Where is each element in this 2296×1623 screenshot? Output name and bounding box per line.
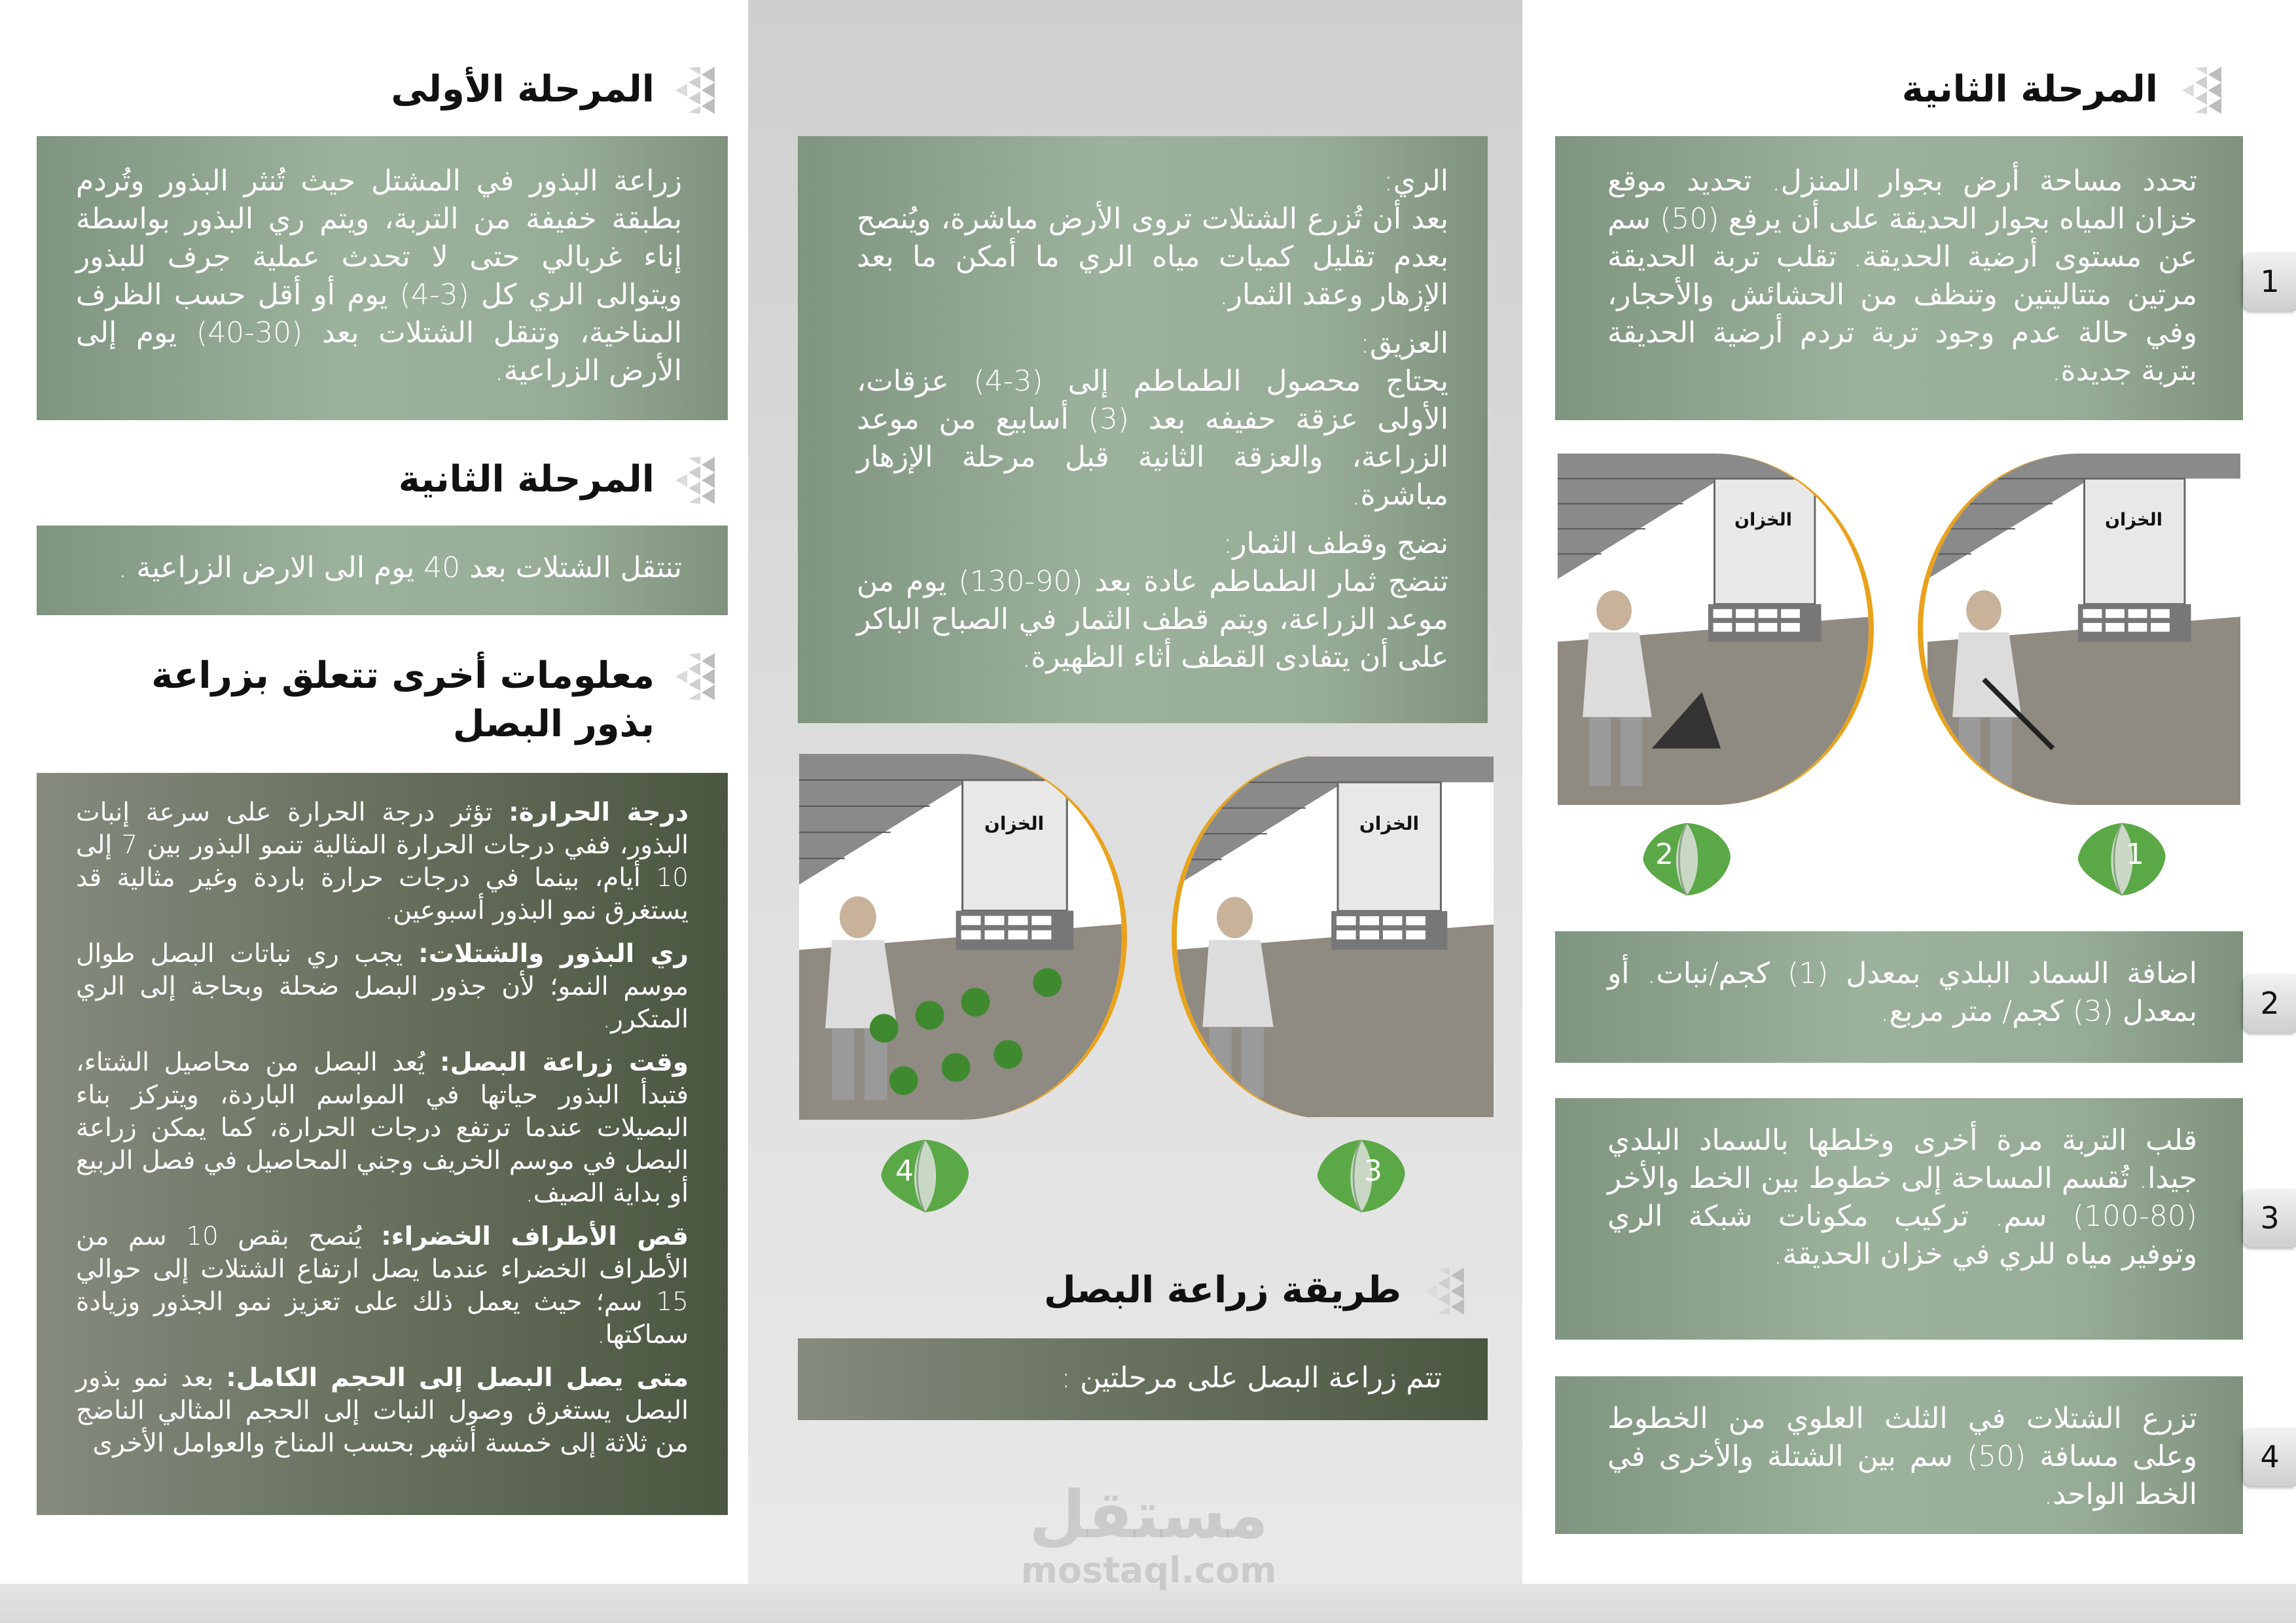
stage1-box xyxy=(37,136,728,420)
stage1-text: زراعة البذور في المشتل حيث تُنثر البذور وتُردم بطبقة خفيفة من التربة، ويتم ري البذور بواسطة إناء غربالي حتى لا تحدث عملية جرف للبذور ويتوالى الري كل (3-4) يوم أو أقل حسب الظرف المناخية، وتنقل الشتلات بعد (30-40) يوم إلى الأرض الزراعية. xyxy=(76,164,682,387)
watermark-en: mostaql.com xyxy=(1020,1550,1277,1591)
tank-label: الخزان xyxy=(984,813,1045,834)
triangles-icon xyxy=(669,653,715,700)
tank-label: الخزان xyxy=(1734,510,1792,530)
info-box xyxy=(37,773,728,1515)
care-box xyxy=(798,136,1488,723)
planting-image-1 xyxy=(1918,454,2240,805)
step-text: اضافة السماد البلدي بمعدل (1) كجم/نبات. أو بمعدل (3) كجم/ متر مربع. xyxy=(1607,957,2198,1028)
info-item xyxy=(76,1046,689,1210)
care-text: تنضج ثمار الطماطم عادة بعد (90-130) يوم من موعد الزراعة، ويتم قطف الثمار في الصباح الباكر على أن يتفادى القطف أثاء الظهيرة. xyxy=(857,565,1448,674)
tank-label: الخزان xyxy=(1359,813,1420,834)
info-text: يُنصح بقص 10 سم من الأطراف الخضراء عندما يصل ارتفاع الشتلات إلى حوالي 15 سم؛ حيث يعمل ذلك على تعزيز نمو الجذور وزيادة سماكتها. xyxy=(76,1222,689,1349)
leaf-icon xyxy=(1310,1135,1412,1216)
step-2-leaf-badge xyxy=(1636,818,1738,899)
right-title: المرحلة الثانية xyxy=(1901,68,2158,111)
info-title xyxy=(131,652,655,749)
step-text: تحدد مساحة أرض بجوار المنزل. تحديد موقع خزان المياه بجوار الحديقة على أن يرفع (50) سم عن مستوى أرضية الحديقة. تقلب تربة الحديقة مرتين متتاليتين وتنظف من الحشائش والأحجار، وفي حالة عدم وجود تربة تردم أرضية الحديقة بتربة جديدة. xyxy=(1607,164,2198,387)
step-box-4 xyxy=(1555,1376,2243,1534)
care-item xyxy=(857,325,1448,514)
step-4-leaf-badge xyxy=(876,1135,974,1216)
step-tab-4: 4 xyxy=(2244,1427,2296,1486)
step-number: 4 xyxy=(895,1154,914,1188)
step-1-leaf-badge xyxy=(2070,818,2173,899)
watermark-ar: مستقل xyxy=(1029,1476,1268,1553)
care-label: نضج وقطف الثمار: xyxy=(1223,527,1448,560)
watermark xyxy=(995,1476,1302,1591)
step-box-1 xyxy=(1555,136,2243,420)
triangles-icon xyxy=(2176,67,2221,114)
method-title: طريقة زراعة البصل xyxy=(1044,1269,1401,1311)
step-box-3 xyxy=(1555,1098,2243,1340)
info-item xyxy=(76,796,689,927)
info-title-line2: بذور البصل xyxy=(452,703,655,745)
care-label: العزيق: xyxy=(1360,327,1448,360)
step-text: تزرع الشتلات في الثلث العلوي من الخطوط وعلى مسافة (50) سم بين الشتلة والأخرى في الخط الواحد. xyxy=(1607,1402,2197,1511)
step-tab-1: 1 xyxy=(2244,252,2296,311)
stage1-title: المرحلة الأولى xyxy=(391,68,655,111)
step-text: قلب التربة مرة أخرى وخلطها بالسماد البلدي جيدا. تُقسم المساحة إلى خطوط بين الخط والأخر (80-100) سم. تركيب مكونات شبكة الري وتوفير مياه للري في خزان الحديقة. xyxy=(1607,1124,2197,1271)
info-title-line1: معلومات أخرى تتعلق بزراعة xyxy=(151,654,655,697)
step-box-2 xyxy=(1555,931,2243,1063)
step-number: 2 xyxy=(1655,838,1674,871)
triangles-icon xyxy=(669,457,715,504)
info-label: متى يصل البصل إلى الحجم الكامل: xyxy=(226,1363,689,1393)
info-text: يُعد البصل من محاصيل الشتاء، فتبدأ البذور حياتها في المواسم الباردة، ويتركز بناء البصيلات عندما ترتفع درجات الحرارة، كما يمكن زراعة البصل في موسم الخريف وجني المحاصيل في فصل الربيع أو بداية الصيف. xyxy=(76,1048,689,1208)
step-number: 3 xyxy=(1364,1154,1382,1188)
step-number: 1 xyxy=(2126,838,2144,871)
triangles-icon xyxy=(1418,1268,1464,1315)
planting-image-2 xyxy=(1555,454,1874,805)
info-item xyxy=(76,938,689,1036)
info-label: قص الأطراف الخضراء: xyxy=(381,1222,689,1251)
step-tab-2: 2 xyxy=(2244,974,2296,1033)
triangles-icon xyxy=(669,67,715,114)
info-item xyxy=(76,1362,689,1460)
care-label: الري: xyxy=(1383,164,1448,198)
info-text: بعد نمو بذور البصل يستغرق وصول النبات إلى الحجم المثالي الناضج من ثلاثة إلى خمسة أشهر بحسب المناخ والعوامل الأخرى xyxy=(76,1363,689,1458)
planting-image-3 xyxy=(1172,754,1494,1120)
planting-image-4 xyxy=(798,754,1127,1120)
method-box xyxy=(798,1338,1488,1420)
info-text: تؤثر درجة الحرارة على سرعة إنبات البذور، ففي درجات الحرارة المثالية تنمو البذور بين 7 إلى 10 أيام، بينما في درجات حرارة باردة وغير مثالية قد يستغرق نمو البذور أسبوعين. xyxy=(76,798,689,925)
leaf-icon xyxy=(2070,818,2173,899)
stage2-title: المرحلة الثانية xyxy=(398,458,655,501)
step-tab-3: 3 xyxy=(2244,1188,2296,1247)
step-3-leaf-badge xyxy=(1310,1135,1412,1216)
info-text: يجب ري نباتات البصل طوال موسم النمو؛ لأن جذور البصل ضحلة وبحاجة إلى الري المتكرر. xyxy=(76,939,689,1034)
method-text: تتم زراعة البصل على مرحلتين : xyxy=(1061,1361,1442,1395)
leaf-icon xyxy=(1636,818,1738,899)
info-label: درجة الحرارة: xyxy=(509,798,689,827)
care-item xyxy=(857,525,1448,677)
care-text: يحتاج محصول الطماطم إلى (3-4) عزقات، الأولى عزقة حفيفه بعد (3) أسابيع من موعد الزراعة، والعزقة الثانية قبل مرحلة الإزهار مباشرة. xyxy=(857,365,1448,512)
tank-label: الخزان xyxy=(2105,510,2162,530)
info-item xyxy=(76,1221,689,1351)
stage2-text: تنتقل الشتلات بعد 40 يوم الى الارض الزراعية . xyxy=(118,551,682,584)
info-label: ري البذور والشتلات: xyxy=(418,939,689,969)
care-text: بعد أن تُزرع الشتلات تروى الأرض مباشرة، ويُنصح بعدم تقليل كميات مياه الري ما أمكن ما بعد الإزهار وعقد الثمار. xyxy=(857,202,1448,312)
stage2-box xyxy=(37,526,728,615)
care-item xyxy=(857,162,1448,314)
leaf-icon xyxy=(876,1135,974,1216)
info-label: وقت زراعة البصل: xyxy=(440,1048,689,1077)
